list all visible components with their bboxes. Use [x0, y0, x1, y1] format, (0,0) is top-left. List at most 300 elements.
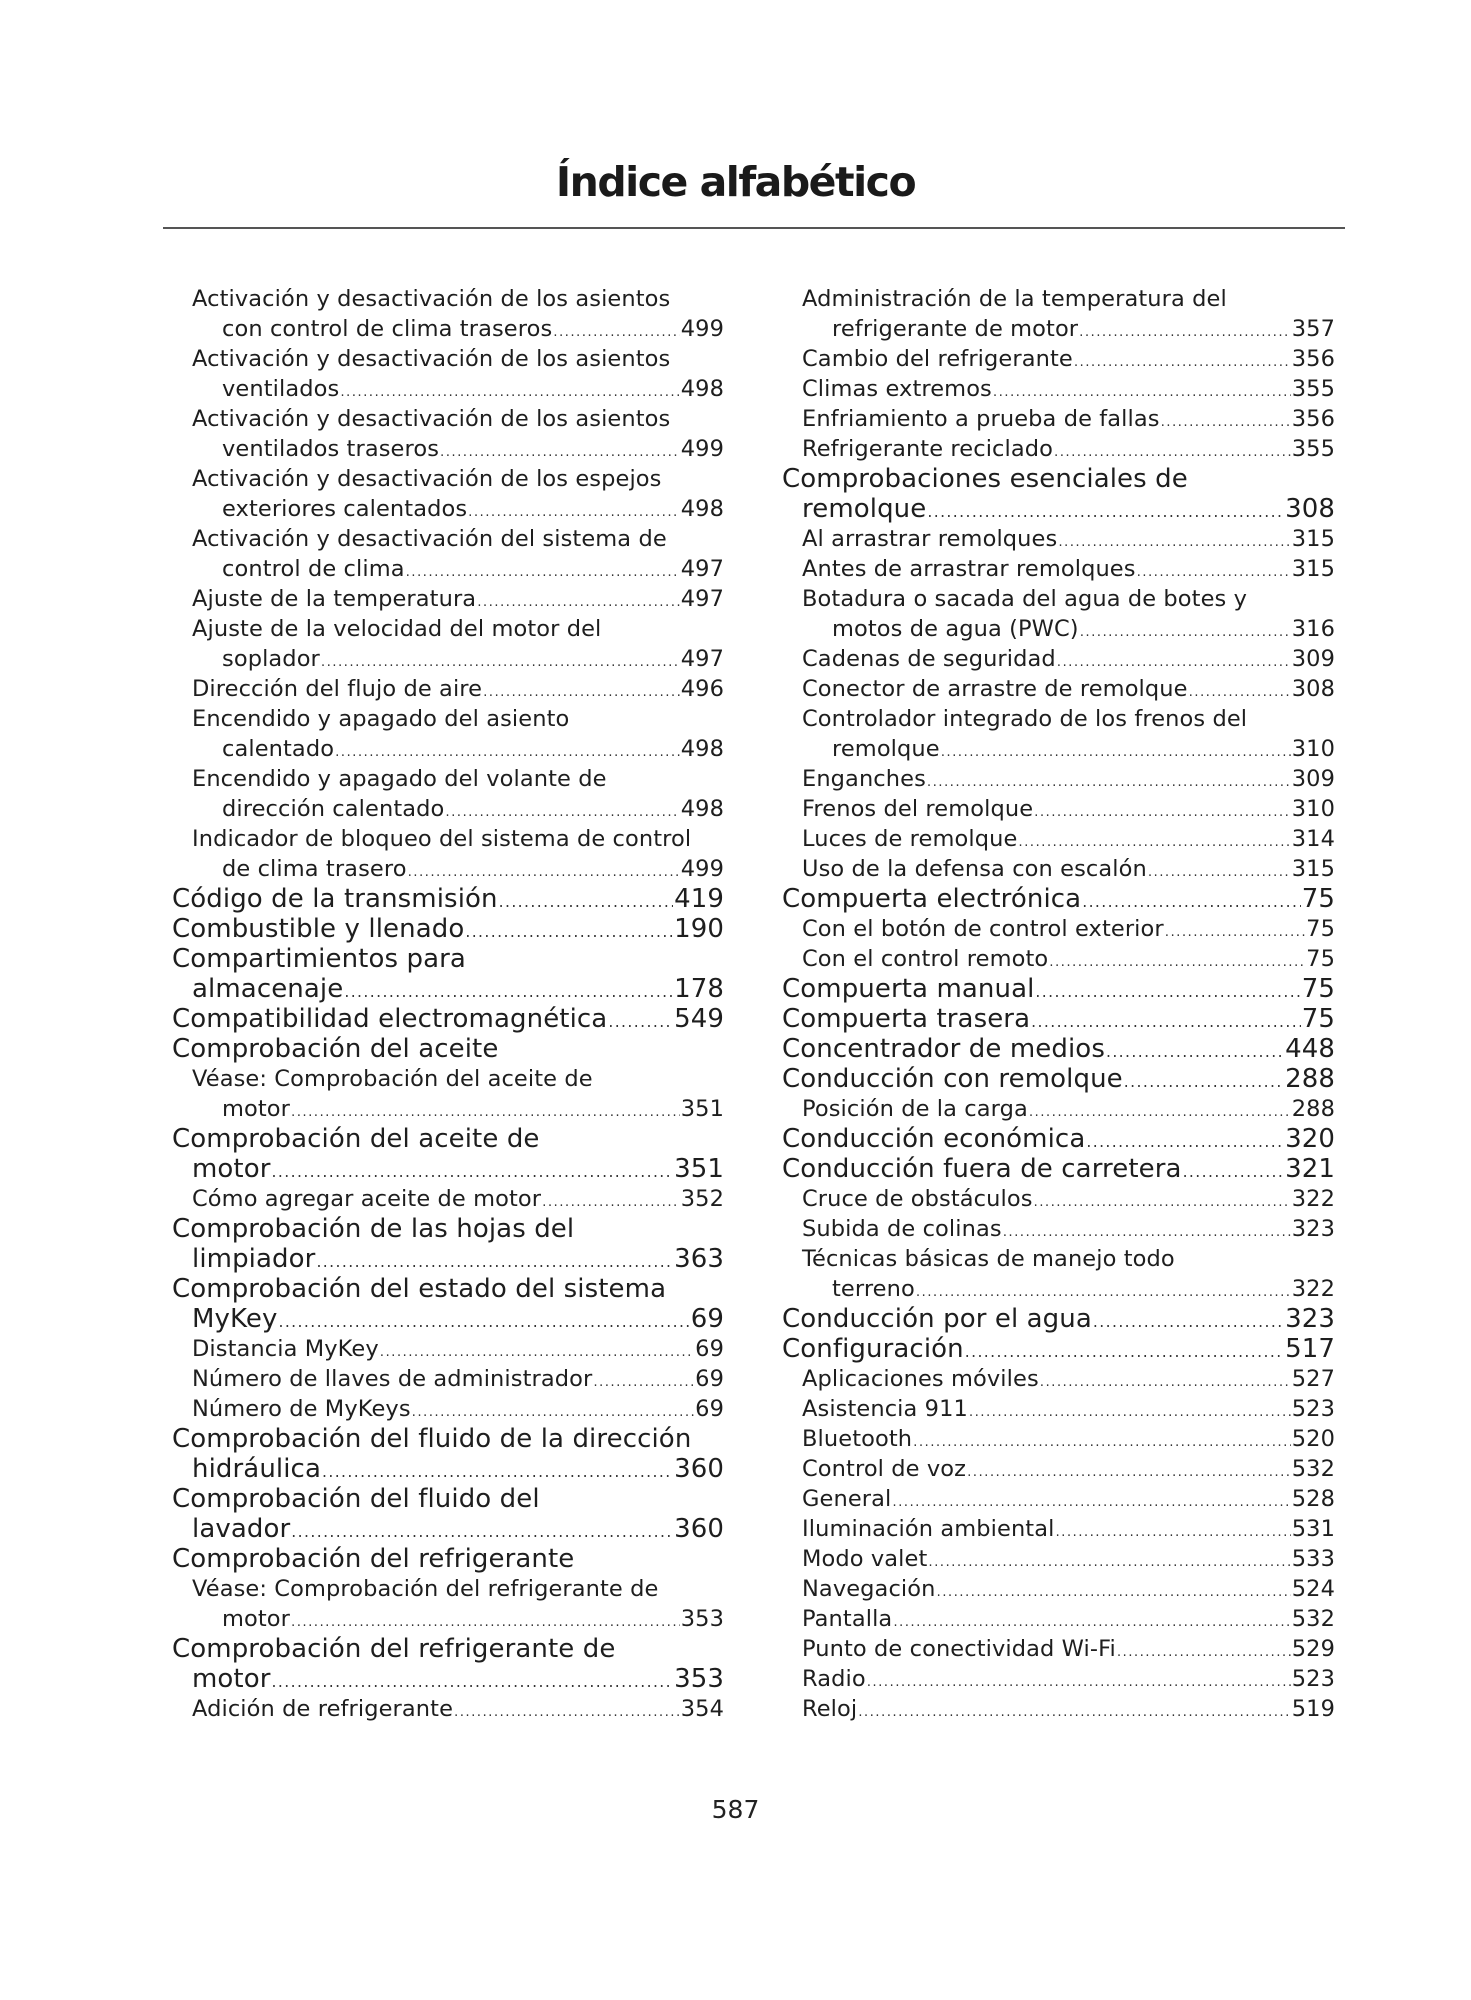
index-subentry [782, 1364, 1335, 1394]
page-reference: 357 [1291, 316, 1335, 342]
index-entry-text: Posición de la carga [802, 1096, 1028, 1122]
index-subentry [172, 344, 724, 404]
index-entry-text: Adición de refrigerante [192, 1696, 454, 1722]
index-entry-line [172, 554, 724, 584]
dot-leader [893, 1604, 1290, 1634]
dot-leader [1124, 1064, 1284, 1094]
index-entry-text: Refrigerante reciclado [802, 436, 1054, 462]
index-entry-text: Dirección del flujo de aire [192, 676, 483, 702]
page-number: 587 [711, 1795, 760, 1824]
index-entry [782, 1154, 1335, 1184]
index-entry-line [782, 1664, 1335, 1694]
dot-leader [440, 434, 680, 464]
index-entry-text: Iluminación ambiental [802, 1516, 1055, 1542]
index-entry-line [782, 764, 1335, 794]
index-entry-text: Compuerta electrónica [782, 884, 1082, 914]
index-entry-text: Botadura o sacada del agua de botes y [802, 586, 1248, 612]
dot-leader [1057, 644, 1291, 674]
index-entry-line [172, 764, 724, 794]
dot-leader [1055, 1514, 1290, 1544]
index-entry-text: soplador [222, 646, 320, 672]
title-divider [163, 227, 1345, 229]
index-entry [782, 1064, 1335, 1094]
page-reference: 322 [1291, 1276, 1335, 1302]
dot-leader [321, 644, 680, 674]
page-reference: 497 [680, 646, 724, 672]
page-reference: 315 [1291, 526, 1335, 552]
index-entry-line [782, 1484, 1335, 1514]
index-entry-text: dirección calentado [222, 796, 445, 822]
index-subentry [172, 1364, 724, 1394]
index-entry [172, 1544, 724, 1574]
index-entry-line [782, 584, 1335, 614]
index-entry-line [782, 1364, 1335, 1394]
page-reference: 355 [1291, 376, 1335, 402]
index-subentry [172, 584, 724, 614]
index-entry-line [172, 1154, 724, 1184]
index-entry [172, 1214, 724, 1274]
index-entry-text: Luces de remolque [802, 826, 1018, 852]
index-entry-text: Antes de arrastrar remolques [802, 556, 1136, 582]
page-reference: 498 [680, 496, 724, 522]
index-entry-line [172, 1604, 724, 1634]
index-entry-line [172, 1664, 724, 1694]
index-entry [172, 1034, 724, 1064]
index-subentry [172, 1334, 724, 1364]
index-subentry [782, 914, 1335, 944]
page-reference: 528 [1291, 1486, 1335, 1512]
page-reference: 356 [1291, 406, 1335, 432]
index-entry-text: motor [192, 1664, 271, 1694]
index-entry-text: Cruce de obstáculos [802, 1186, 1033, 1212]
page-reference: 356 [1291, 346, 1335, 372]
index-entry-text: con control de clima traseros [222, 316, 553, 342]
index-subentry [782, 1694, 1335, 1724]
index-entry-text: Indicador de bloqueo del sistema de control [192, 826, 692, 852]
index-entry-line [172, 434, 724, 464]
index-entry-line [172, 1544, 724, 1574]
index-entry-text: Código de la transmisión [172, 884, 498, 914]
page-reference: 309 [1291, 766, 1335, 792]
dot-leader [340, 374, 679, 404]
index-entry-text: Técnicas básicas de manejo todo [802, 1246, 1175, 1272]
page-reference: 533 [1291, 1546, 1335, 1572]
index-entry-line [782, 1124, 1335, 1154]
dot-leader [344, 974, 673, 1004]
page-reference: 498 [680, 376, 724, 402]
index-entry-line [782, 434, 1335, 464]
page-reference: 531 [1291, 1516, 1335, 1542]
dot-leader [967, 1454, 1291, 1484]
index-entry-text: remolque [802, 494, 927, 524]
dot-leader [1058, 524, 1290, 554]
index-subentry [782, 1454, 1335, 1484]
index-entry-line [782, 554, 1335, 584]
dot-leader [406, 554, 680, 584]
index-entry-line [172, 344, 724, 374]
dot-leader [465, 914, 673, 944]
index-entry-line [172, 1094, 724, 1124]
index-entry-text: Al arrastrar remolques [802, 526, 1058, 552]
page-reference: 352 [680, 1186, 724, 1212]
index-subentry [782, 434, 1335, 464]
dot-leader [927, 764, 1291, 794]
index-entry-text: motor [192, 1154, 271, 1184]
index-entry-text: Cambio del refrigerante [802, 346, 1073, 372]
index-entry-text: Véase: Comprobación del aceite de [192, 1066, 593, 1092]
index-entry-text: Activación y desactivación de los espejos [192, 466, 662, 492]
index-entry-text: Punto de conectividad Wi-Fi [802, 1636, 1116, 1662]
dot-leader [1093, 1304, 1284, 1334]
page-reference: 529 [1291, 1636, 1335, 1662]
index-entry-text: Ajuste de la velocidad del motor del [192, 616, 602, 642]
index-entry-line [172, 1484, 724, 1514]
index-entry-line [782, 464, 1335, 494]
index-entry-text: Comprobaciones esenciales de [782, 464, 1188, 494]
dot-leader [1034, 1184, 1291, 1214]
index-entry-line [782, 1304, 1335, 1334]
page-reference: 69 [695, 1336, 724, 1362]
index-entry-line [782, 674, 1335, 704]
index-entry-line [172, 1034, 724, 1064]
index-entry-line [172, 314, 724, 344]
page-reference: 360 [674, 1454, 724, 1484]
page-reference: 354 [680, 1696, 724, 1722]
index-entry-text: Cómo agregar aceite de motor [192, 1186, 542, 1212]
page-reference: 498 [680, 736, 724, 762]
dot-leader [1003, 1214, 1291, 1244]
index-entry-line [782, 704, 1335, 734]
index-entry-text: General [802, 1486, 892, 1512]
index-entry-line [172, 824, 724, 854]
dot-leader [272, 1154, 674, 1184]
index-entry-text: Comprobación del refrigerante de [172, 1634, 616, 1664]
index-entry-text: remolque [832, 736, 940, 762]
index-entry [782, 974, 1335, 1004]
dot-leader [553, 314, 679, 344]
index-entry-line [782, 1334, 1335, 1364]
dot-leader [867, 1664, 1291, 1694]
index-subentry [782, 284, 1335, 344]
index-entry [782, 884, 1335, 914]
page-reference: 498 [680, 796, 724, 822]
index-entry-line [172, 1124, 724, 1154]
index-entry-line [782, 974, 1335, 1004]
index-entry [172, 1274, 724, 1334]
page-reference: 75 [1301, 974, 1335, 1004]
index-entry-line [172, 1184, 724, 1214]
dot-leader [1189, 674, 1291, 704]
index-entry-text: Encendido y apagado del asiento [192, 706, 570, 732]
index-entry-line [782, 1604, 1335, 1634]
index-entry-line [172, 1004, 724, 1034]
index-entry-line [172, 644, 724, 674]
index-entry-text: Encendido y apagado del volante de [192, 766, 607, 792]
dot-leader [499, 884, 673, 914]
dot-leader [1029, 1094, 1291, 1124]
dot-leader [608, 1004, 673, 1034]
index-entry-line [782, 404, 1335, 434]
index-subentry [782, 1214, 1335, 1244]
index-subentry [782, 584, 1335, 644]
index-entry-text: Pantalla [802, 1606, 893, 1632]
index-entry-line [782, 1184, 1335, 1214]
dot-leader [1080, 614, 1291, 644]
dot-leader [483, 674, 680, 704]
index-subentry [782, 1424, 1335, 1454]
index-entry-text: exteriores calentados [222, 496, 468, 522]
index-entry-text: Comprobación del estado del sistema [172, 1274, 667, 1304]
page-reference: 363 [674, 1244, 724, 1274]
index-subentry [782, 1514, 1335, 1544]
index-entry-text: MyKey [192, 1304, 278, 1334]
index-subentry [172, 1184, 724, 1214]
index-subentry [782, 1484, 1335, 1514]
index-entry-line [172, 1514, 724, 1544]
index-entry-line [782, 1214, 1335, 1244]
index-entry-line [172, 1634, 724, 1664]
index-entry-text: ventilados traseros [222, 436, 440, 462]
index-subentry [782, 854, 1335, 884]
index-entry-line [172, 1394, 724, 1424]
dot-leader [1079, 314, 1291, 344]
page-reference: 520 [1291, 1426, 1335, 1452]
index-entry-text: Asistencia 911 [802, 1396, 968, 1422]
index-entry-text: Controlador integrado de los frenos del [802, 706, 1248, 732]
dot-leader [937, 1574, 1291, 1604]
index-entry-line [172, 1694, 724, 1724]
index-entry [782, 1124, 1335, 1154]
index-subentry [172, 1394, 724, 1424]
dot-leader [316, 1244, 673, 1274]
index-subentry [782, 674, 1335, 704]
index-subentry [782, 944, 1335, 974]
index-entry-text: Aplicaciones móviles [802, 1366, 1039, 1392]
index-entry-line [782, 1694, 1335, 1724]
index-entry-text: lavador [192, 1514, 291, 1544]
index-entry-text: Conducción fuera de carretera [782, 1154, 1182, 1184]
index-entry-line [172, 734, 724, 764]
index-entry [782, 464, 1335, 524]
index-entry-line [172, 494, 724, 524]
page-reference: 496 [680, 676, 724, 702]
dot-leader [445, 794, 679, 824]
page-reference: 532 [1291, 1606, 1335, 1632]
index-entry-line [782, 644, 1335, 674]
page-reference: 519 [1291, 1696, 1335, 1722]
dot-leader [965, 1334, 1284, 1364]
index-entry-line [782, 794, 1335, 824]
index-entry-text: terreno [832, 1276, 915, 1302]
page-reference: 315 [1291, 556, 1335, 582]
index-entry-line [172, 614, 724, 644]
index-entry-line [782, 1574, 1335, 1604]
page-reference: 288 [1285, 1064, 1335, 1094]
page-reference: 499 [680, 436, 724, 462]
dot-leader [322, 1454, 673, 1484]
index-entry [172, 1124, 724, 1184]
index-entry-text: Con el botón de control exterior [802, 916, 1164, 942]
index-subentry [172, 404, 724, 464]
index-entry-text: Comprobación de las hojas del [172, 1214, 575, 1244]
index-subentry [172, 764, 724, 824]
index-entry-text: Conducción con remolque [782, 1064, 1123, 1094]
index-entry-line [172, 944, 724, 974]
index-entry [172, 1004, 724, 1034]
page-reference: 323 [1291, 1216, 1335, 1242]
index-entry-line [782, 494, 1335, 524]
dot-leader [941, 734, 1291, 764]
index-entry-line [172, 884, 724, 914]
index-subentry [782, 404, 1335, 434]
dot-leader [1117, 1634, 1291, 1664]
index-entry-text: Compatibilidad electromagnética [172, 1004, 608, 1034]
index-entry-line [172, 914, 724, 944]
page-reference: 321 [1285, 1154, 1335, 1184]
dot-leader [335, 734, 680, 764]
index-entry-line [782, 914, 1335, 944]
index-entry-line [172, 524, 724, 554]
index-entry-line [172, 284, 724, 314]
index-entry-text: Modo valet [802, 1546, 928, 1572]
dot-leader [1049, 944, 1305, 974]
index-entry-text: Enganches [802, 766, 926, 792]
index-entry-line [782, 1274, 1335, 1304]
index-entry-line [172, 1064, 724, 1094]
page-reference: 532 [1291, 1456, 1335, 1482]
index-subentry [782, 374, 1335, 404]
dot-leader [1074, 344, 1291, 374]
dot-leader [928, 1544, 1290, 1574]
page-reference: 353 [680, 1606, 724, 1632]
page-reference: 549 [674, 1004, 724, 1034]
index-entry-text: ventilados [222, 376, 340, 402]
dot-leader [993, 374, 1291, 404]
page-reference: 419 [674, 884, 724, 914]
dot-leader [913, 1424, 1291, 1454]
index-entry-text: Reloj [802, 1696, 858, 1722]
index-entry [782, 1004, 1335, 1034]
dot-leader [916, 1274, 1291, 1304]
index-subentry [782, 1664, 1335, 1694]
index-entry-text: Distancia MyKey [192, 1336, 379, 1362]
index-entry-line [172, 1574, 724, 1604]
dot-leader [468, 494, 680, 524]
page-reference: 355 [1291, 436, 1335, 462]
index-entry [782, 1034, 1335, 1064]
index-entry-text: Concentrador de medios [782, 1034, 1105, 1064]
index-entry-text: Número de MyKeys [192, 1396, 411, 1422]
index-entry-text: Conector de arrastre de remolque [802, 676, 1188, 702]
index-entry-line [172, 464, 724, 494]
index-entry-line [782, 524, 1335, 554]
index-entry-line [782, 1094, 1335, 1124]
index-entry-text: limpiador [192, 1244, 316, 1274]
page-reference: 69 [690, 1304, 724, 1334]
index-subentry [782, 704, 1335, 764]
page-reference: 69 [695, 1396, 724, 1422]
dot-leader [1148, 854, 1291, 884]
page-reference: 288 [1291, 1096, 1335, 1122]
index-entry-line [782, 824, 1335, 854]
index-entry-line [782, 884, 1335, 914]
dot-leader [412, 1394, 695, 1424]
dot-leader [927, 494, 1284, 524]
page-reference: 351 [680, 1096, 724, 1122]
page-title: Índice alfabético [555, 158, 916, 206]
index-entry-text: Activación y desactivación del sistema de [192, 526, 667, 552]
index-entry-text: Enfriamiento a prueba de fallas [802, 406, 1160, 432]
index-subentry [782, 1544, 1335, 1574]
index-subentry [172, 1694, 724, 1724]
index-entry-line [782, 284, 1335, 314]
index-subentry [782, 344, 1335, 374]
page-reference: 75 [1306, 916, 1335, 942]
dot-leader [1165, 914, 1305, 944]
dot-leader [542, 1184, 680, 1214]
index-entry-text: Activación y desactivación de los asientos [192, 346, 671, 372]
page-reference: 314 [1291, 826, 1335, 852]
index-entry-text: Conducción económica [782, 1124, 1086, 1154]
index-entry-text: Comprobación del fluido del [172, 1484, 540, 1514]
page-reference: 360 [674, 1514, 724, 1544]
page-reference: 75 [1306, 946, 1335, 972]
index-entry [172, 1484, 724, 1544]
page-reference: 310 [1291, 796, 1335, 822]
page-reference: 178 [674, 974, 724, 1004]
index-subentry [782, 1634, 1335, 1664]
index-entry-line [782, 1394, 1335, 1424]
index-entry-line [172, 704, 724, 734]
page-reference: 315 [1291, 856, 1335, 882]
index-entry-line [782, 854, 1335, 884]
dot-leader [1054, 434, 1291, 464]
page-reference: 320 [1285, 1124, 1335, 1154]
index-entry-line [172, 1244, 724, 1274]
dot-leader [1183, 1154, 1285, 1184]
index-entry-line [172, 1304, 724, 1334]
index-entry-text: Subida de colinas [802, 1216, 1002, 1242]
index-entry-line [782, 1454, 1335, 1484]
index-entry-line [782, 1244, 1335, 1274]
dot-leader [1106, 1034, 1284, 1064]
page-reference: 190 [674, 914, 724, 944]
page-reference: 353 [674, 1664, 724, 1694]
page-reference: 497 [680, 586, 724, 612]
index-subentry [172, 464, 724, 524]
index-entry-line [782, 734, 1335, 764]
page-reference: 75 [1301, 1004, 1335, 1034]
index-subentry [782, 1574, 1335, 1604]
page-reference: 316 [1291, 616, 1335, 642]
index-entry-text: motos de agua (PWC) [832, 616, 1079, 642]
index-subentry [782, 1094, 1335, 1124]
index-entry-line [782, 1154, 1335, 1184]
index-entry-text: Configuración [782, 1334, 964, 1364]
index-entry-text: Radio [802, 1666, 866, 1692]
index-entry [782, 1304, 1335, 1334]
index-entry-text: Comprobación del refrigerante [172, 1544, 575, 1574]
index-entry-text: Control de voz [802, 1456, 967, 1482]
dot-leader [1031, 1004, 1301, 1034]
index-entry-text: Compuerta trasera [782, 1004, 1031, 1034]
dot-leader [1040, 1364, 1291, 1394]
page-reference: 69 [695, 1366, 724, 1392]
index-entry-text: Compuerta manual [782, 974, 1035, 1004]
index-subentry [782, 554, 1335, 584]
index-subentry [172, 524, 724, 584]
index-entry-text: Activación y desactivación de los asientos [192, 286, 671, 312]
